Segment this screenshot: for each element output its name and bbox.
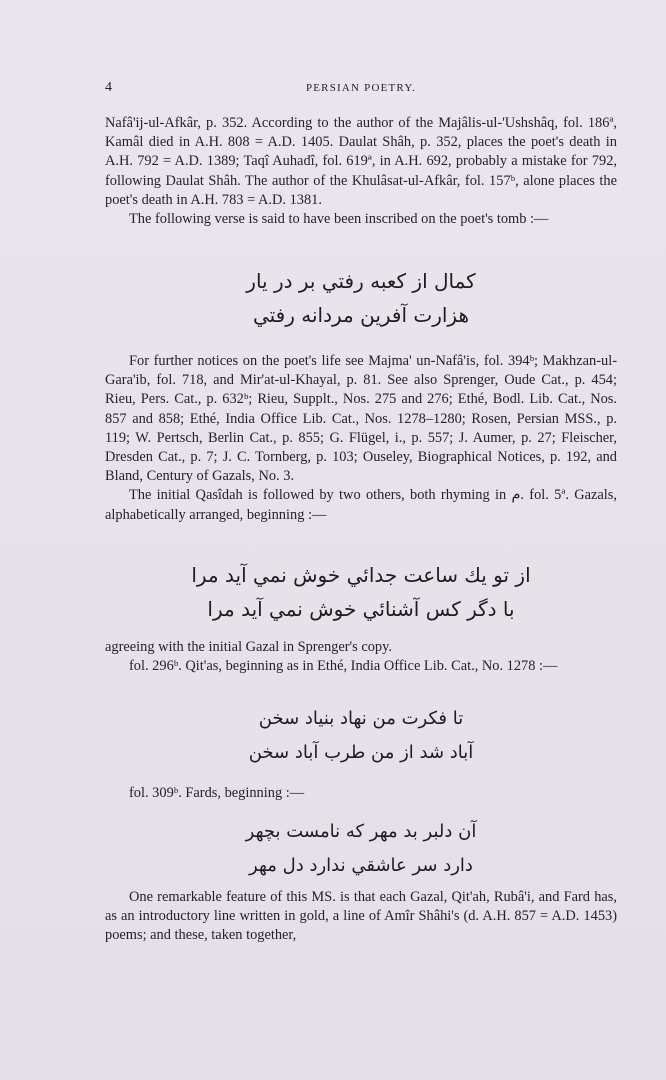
verse-qita-beginning xyxy=(105,702,617,770)
paragraph-intro: Nafâ'ij-ul-Afkâr, p. 352. According to the author of the Majâlis-ul-'Ushshâq, fol. 186ª, Kamâl died in A.H. 808 = A.D. 1405. Daulat Shâh, p. 352, places the poet's death in A.H. 792 = A.D. 1389; Taqî Auhadî, fol. 619ª, in A.H. 692, probably a mistake for 792, following Daulat Shâh. The author of the Khulâsat-ul-Afkâr, fol. 157ᵇ, alone places the poet's death in A.H. 783 = A.D. 1381. The following verse is said to have been inscribed on the poet's tomb :— xyxy=(105,114,617,229)
paragraph-gazal-agreement: agreeing with the initial Gazal in Sprenger's copy. fol. 296ᵇ. Qit'as, beginning as in Ethé, India Office Lib. Cat., No. 1278 :— xyxy=(105,638,617,676)
verse-line: تا فكرت من نهاد بنياد سخن xyxy=(258,708,464,729)
verse-gazal-beginning xyxy=(105,558,617,626)
running-title: PERSIAN POETRY. xyxy=(305,82,417,94)
verse-line: با دگر كس آشنائي خوش نمي آيد مرا xyxy=(207,597,515,621)
verse-line: هزارت آفرين مردانه رفتي xyxy=(252,303,470,327)
page-header xyxy=(105,80,617,100)
verse-line: از تو يك ساعت جدائي خوش نمي آيد مرا xyxy=(191,563,531,587)
paragraph-fards: fol. 309ᵇ. Fards, beginning :— xyxy=(129,785,305,801)
paragraph-remarkable-feature: One remarkable feature of this MS. is that each Gazal, Qit'ah, Rubâ'i, and Fard has, as an introductory line written in gold, a line of Amîr Shâhi's (d. A.H. 857 = A.D. 1453) poems; and these, taken together, xyxy=(105,889,617,944)
paragraph-gazals: The initial Qasîdah is followed by two others, both rhyming in م. fol. 5ª. Gazals, alphabetically arranged, beginning :— xyxy=(105,487,617,523)
verse-line: آن دلبر بد مهر كه نامست بچهر xyxy=(245,821,477,842)
verse-fard-beginning xyxy=(105,815,617,883)
verse-line: دارد سر عاشقي ندارد دل مهر xyxy=(249,855,473,876)
paragraph-tomb-verse: The following verse is said to have been inscribed on the poet's tomb :— xyxy=(129,211,549,228)
verse-tomb-inscription xyxy=(105,264,617,332)
paragraph-notices: For further notices on the poet's life see Majma' un-Nafâ'is, fol. 394ᵇ; Makhzan-ul-Gara'ib, fol. 718, and Mir'at-ul-Khayal, p. 81. See also Sprenger, Oude Cat., p. 454; Rieu, Pers. Cat., p. 632ᵇ; Rieu, Supplt., Nos. 275 and 276; Ethé, Bodl. Lib. Cat., Nos. 857 and 858; Ethé, India Office Lib. Cat., Nos. 1278–1280; Rosen, Persian MSS., p. 119; W. Pertsch, Berlin Cat., p. 855; G. Flügel, i., p. 557; J. Aumer, p. 27; Fleischer, Dresden Cat., p. 7; J. C. Tornberg, p. 103; Ouseley, Biographical Notices, p. 192, and Bland, Century of Gazals, No. 3. The initial Qasîdah is followed by two others, both rhyming in م. fol. 5ª. Gazals, alphabetically arranged, beginning :— xyxy=(105,352,617,525)
verse-line: آباد شد از من طرب آباد سخن xyxy=(248,742,474,763)
page-number: 4 xyxy=(105,80,112,95)
paragraph-qitas: fol. 296ᵇ. Qit'as, beginning as in Ethé, India Office Lib. Cat., No. 1278 :— xyxy=(129,658,558,675)
verse-line: كمال از كعبه رفتي بر در يار xyxy=(246,269,476,293)
